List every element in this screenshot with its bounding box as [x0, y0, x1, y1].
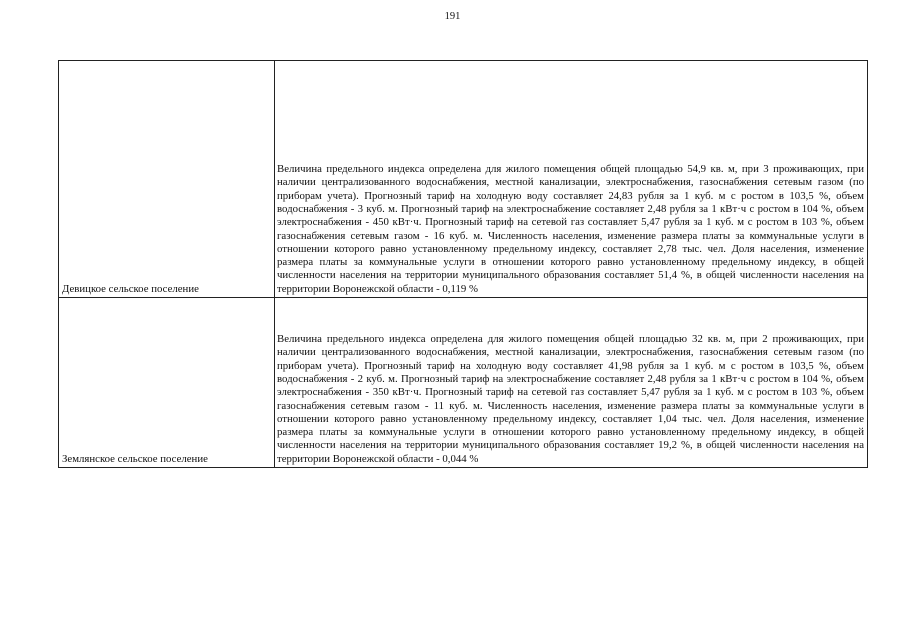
settlement-name-cell: Землянское сельское поселение	[59, 298, 275, 468]
index-description-cell: Величина предельного индекса определена для жилого помещения общей площадью 54,9 кв. м, при 3 проживающих, при наличии централизованного водоснабжения, местной канализации, электроснабжения, газоснабжения сетевым газом (по приборам учета). Прогнозный тариф на холодную воду составляет 24,83 рубля за 1 куб. м с ростом в 103,5 %, объем водоснабжения - 3 куб. м. Прогнозный тариф на электроснабжение составляет 2,48 рубля за 1 кВт·ч с ростом в 104 %, объем электроснабжения - 450 кВт·ч. Прогнозный тариф на сетевой газ составляет 5,47 рубля за 1 куб. м с ростом в 103 %, объем газоснабжения сетевым газом - 16 куб. м. Численность населения, изменение размера платы за коммунальные услуги в отношении которого равно установленному предельному индексу, составляет 2,78 тыс. чел. Доля населения, изменение размера платы за коммунальные услуги в отношении которого равно установленному предельному индексу, в общей численности населения на территории муниципального образования составляет 51,4 %, в общей численности населения на территории Воронежской области - 0,119 %	[275, 61, 868, 298]
table-row	[59, 61, 868, 298]
settlement-index-table	[58, 60, 868, 468]
index-description-cell: Величина предельного индекса определена для жилого помещения общей площадью 32 кв. м, при 2 проживающих, при наличии централизованного водоснабжения, местной канализации, электроснабжения, газоснабжения сетевым газом (по приборам учета). Прогнозный тариф на холодную воду составляет 41,98 рубля за 1 куб. м с ростом в 103,5 %, объем водоснабжения - 2 куб. м. Прогнозный тариф на электроснабжение составляет 2,48 рубля за 1 кВт·ч с ростом в 104 %, объем электроснабжения - 350 кВт·ч. Прогнозный тариф на сетевой газ составляет 5,47 рубля за 1 куб. м с ростом в 103 %, объем газоснабжения сетевым газом - 11 куб. м. Численность населения, изменение размера платы за коммунальные услуги в отношении которого равно установленному предельному индексу, составляет 1,04 тыс. чел. Доля населения, изменение размера платы за коммунальные услуги в отношении которого равно установленному предельному индексу, в общей численности населения на территории муниципального образования составляет 19,2 %, в общей численности населения на территории Воронежской области - 0,044 %	[275, 298, 868, 468]
page-number: 191	[444, 11, 461, 22]
table-row	[59, 298, 868, 468]
settlement-name-cell: Девицкое сельское поселение	[59, 61, 275, 298]
